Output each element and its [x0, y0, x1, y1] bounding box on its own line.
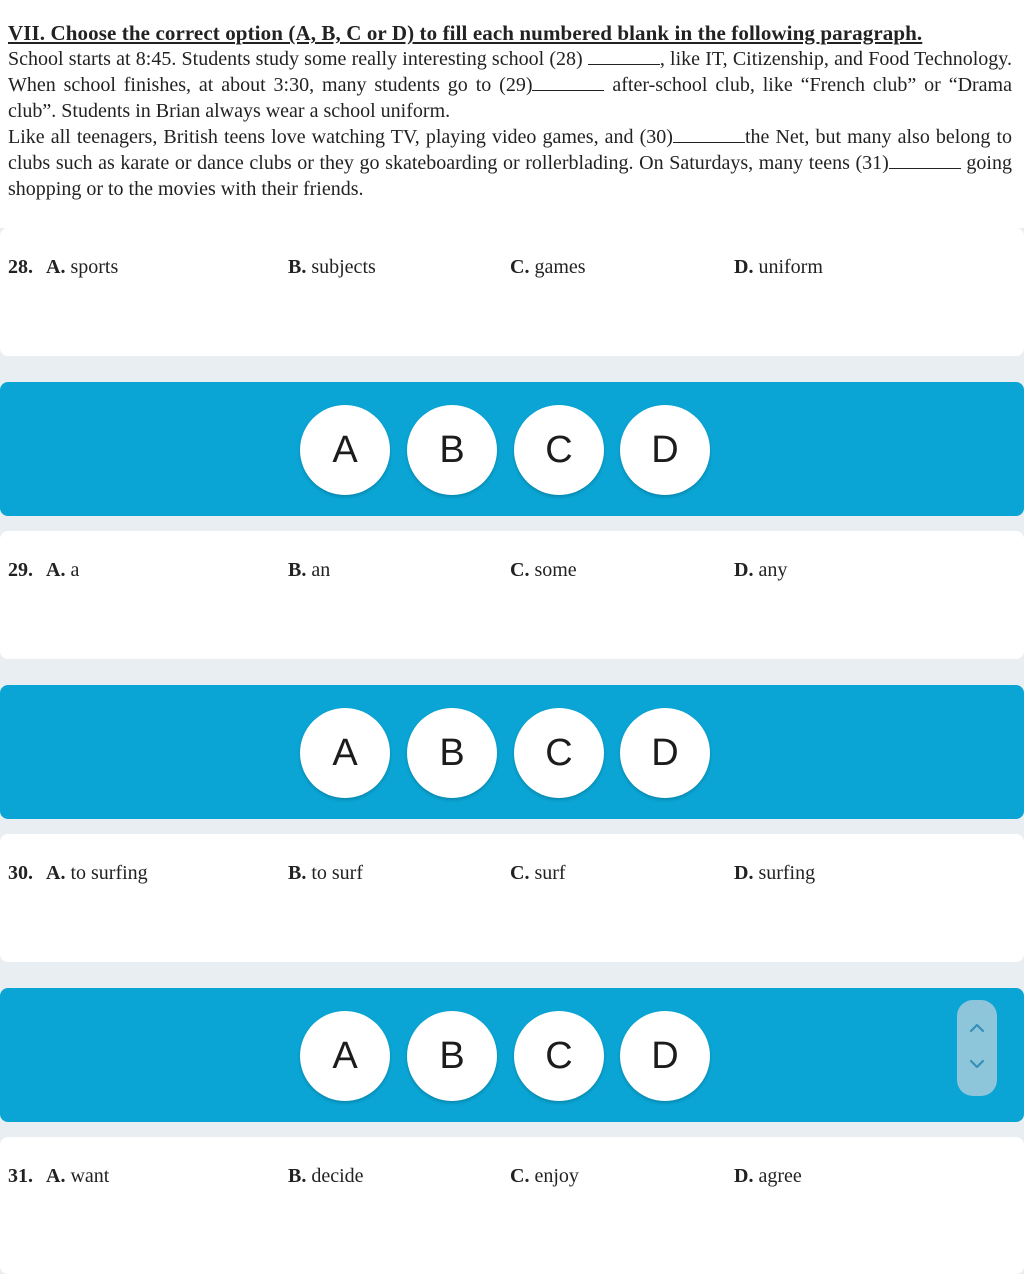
exercise-title: VII. Choose the correct option (A, B, C or D) to fill each numbered blank in the following paragraph. — [8, 21, 923, 45]
option-a — [46, 557, 79, 583]
question-card-31 — [0, 1137, 1024, 1274]
option-d — [734, 557, 787, 583]
option-d — [734, 1163, 802, 1189]
option-text: games — [529, 256, 586, 278]
question-card-28 — [0, 228, 1024, 356]
passage-text: , like IT, Citizenship, and Food Technology. When school finishes, at about 3:30, many students go to (29) — [8, 48, 1012, 96]
option-letter: B. — [288, 862, 307, 884]
passage-text: the Net, but many also belong to clubs such as karate or dance clubs or they go skateboarding or rollerblading. On Saturdays, many teens (31) — [8, 126, 1012, 174]
option-letter: B. — [288, 559, 307, 581]
answer-bar-28 — [0, 382, 1024, 516]
option-text: subjects — [306, 256, 376, 278]
option-d — [734, 860, 815, 886]
answer-c-button[interactable]: C — [514, 1011, 604, 1101]
option-text: some — [529, 559, 577, 581]
option-a — [46, 860, 148, 886]
option-letter: C. — [510, 862, 530, 884]
option-letter: D. — [734, 1165, 754, 1187]
passage-paragraph-2 — [8, 124, 1012, 202]
answer-bar-29 — [0, 685, 1024, 819]
option-letter: D. — [734, 559, 754, 581]
answer-d-button[interactable]: D — [620, 1011, 710, 1101]
option-text: want — [65, 1165, 110, 1187]
option-letter: A. — [46, 559, 66, 581]
answer-bar-30 — [0, 988, 1024, 1122]
option-text: sports — [65, 256, 119, 278]
option-b — [288, 860, 363, 886]
answer-c-button[interactable]: C — [514, 405, 604, 495]
passage-text: after-school club, like “French club” or “Drama club”. Students in Brian always wear a school uniform. — [8, 74, 1012, 122]
option-letter: A. — [46, 862, 66, 884]
answer-d-button[interactable]: D — [620, 405, 710, 495]
question-card-30 — [0, 834, 1024, 962]
option-b — [288, 557, 330, 583]
option-b — [288, 1163, 364, 1189]
option-c — [510, 1163, 579, 1189]
answer-d-button[interactable]: D — [620, 708, 710, 798]
option-letter: B. — [288, 1165, 307, 1187]
option-text: decide — [306, 1165, 364, 1187]
blank-31 — [889, 152, 961, 169]
option-letter: C. — [510, 256, 530, 278]
option-text: to surf — [306, 862, 364, 884]
question-number: 28. — [8, 256, 33, 278]
option-letter: B. — [288, 256, 307, 278]
answer-b-button[interactable]: B — [407, 1011, 497, 1101]
answer-c-button[interactable]: C — [514, 708, 604, 798]
passage-text: School starts at 8:45. Students study some really interesting school (28) — [8, 48, 588, 70]
option-letter: D. — [734, 256, 754, 278]
chevron-up-icon[interactable] — [967, 1018, 987, 1038]
passage-paragraph-1 — [8, 46, 1012, 124]
option-letter: C. — [510, 559, 530, 581]
option-text: enjoy — [529, 1165, 579, 1187]
option-a — [46, 1163, 109, 1189]
question-number: 30. — [8, 862, 33, 884]
option-text: surf — [529, 862, 566, 884]
passage-text: Like all teenagers, British teens love watching TV, playing video games, and (30) — [8, 126, 673, 148]
option-letter: A. — [46, 256, 66, 278]
answer-b-button[interactable]: B — [407, 405, 497, 495]
option-c — [510, 860, 566, 886]
scroll-nav[interactable] — [957, 1000, 997, 1096]
answer-a-button[interactable]: A — [300, 405, 390, 495]
answer-a-button[interactable]: A — [300, 1011, 390, 1101]
blank-28 — [588, 48, 660, 65]
question-card-29 — [0, 531, 1024, 659]
passage-text: going shopping or to the movies with their friends. — [8, 152, 1012, 200]
option-text: surfing — [753, 862, 816, 884]
answer-a-button[interactable]: A — [300, 708, 390, 798]
option-letter: A. — [46, 1165, 66, 1187]
option-d — [734, 254, 823, 280]
answer-b-button[interactable]: B — [407, 708, 497, 798]
passage-card — [0, 0, 1024, 228]
option-letter: D. — [734, 862, 754, 884]
blank-30 — [673, 126, 745, 143]
blank-29 — [532, 74, 604, 91]
option-text: any — [753, 559, 788, 581]
chevron-down-icon[interactable] — [967, 1054, 987, 1074]
question-number: 29. — [8, 559, 33, 581]
option-text: a — [65, 559, 80, 581]
option-letter: C. — [510, 1165, 530, 1187]
option-c — [510, 254, 586, 280]
question-number: 31. — [8, 1165, 33, 1187]
option-a — [46, 254, 118, 280]
option-text: uniform — [753, 256, 823, 278]
option-text: agree — [753, 1165, 802, 1187]
option-text: an — [306, 559, 331, 581]
option-text: to surfing — [65, 862, 148, 884]
option-c — [510, 557, 577, 583]
option-b — [288, 254, 376, 280]
